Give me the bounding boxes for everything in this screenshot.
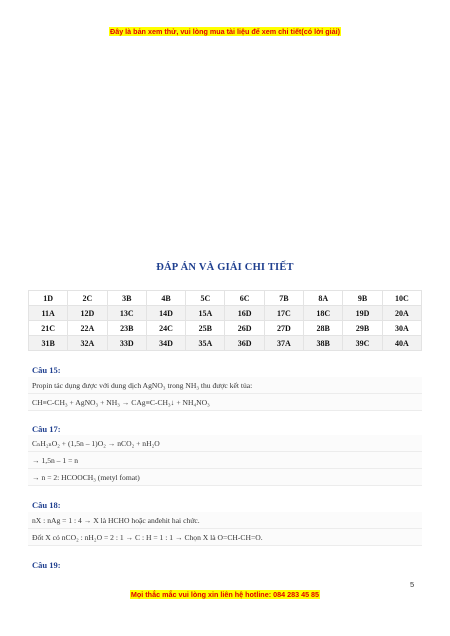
solution-line: Propin tác dụng được với dung dịch AgNO₃ trong NH₃ thu được kết tủa: <box>28 377 422 394</box>
table-row <box>29 306 422 321</box>
answer-cell: 9B <box>343 291 382 306</box>
table-row <box>29 336 422 351</box>
solution-line: → 1,5n – 1 = n <box>28 452 422 469</box>
answer-cell: 39C <box>343 336 382 351</box>
question-heading: Câu 17: <box>32 424 61 434</box>
answer-cell: 36D <box>225 336 264 351</box>
answer-cell: 18C <box>304 306 343 321</box>
answer-cell: 28B <box>304 321 343 336</box>
answer-cell: 37A <box>264 336 303 351</box>
solution-line: CH≡C-CH₃ + AgNO₃ + NH₃ → CAg≡C-CH₃↓ + NH₄NO₃ <box>28 394 422 411</box>
page-title: ĐÁP ÁN VÀ GIẢI CHI TIẾT <box>156 262 294 273</box>
solution-line: Đốt X có nCO₂ : nH₂O = 2 : 1 → C : H = 1 : 1 → Chọn X là O=CH-CH=O. <box>28 529 422 546</box>
answer-cell: 35A <box>186 336 225 351</box>
preview-banner <box>0 27 450 36</box>
answer-cell: 24C <box>146 321 185 336</box>
answer-cell: 23B <box>107 321 146 336</box>
answer-cell: 40A <box>382 336 421 351</box>
question-heading: Câu 18: <box>32 500 61 510</box>
answer-cell: 34D <box>146 336 185 351</box>
table-row <box>29 291 422 306</box>
solution-line: → n = 2: HCOOCH₃ (metyl fomat) <box>28 469 422 486</box>
answer-cell: 12D <box>68 306 107 321</box>
answer-cell: 19D <box>343 306 382 321</box>
answer-cell: 10C <box>382 291 421 306</box>
answer-cell: 33D <box>107 336 146 351</box>
answer-cell: 15A <box>186 306 225 321</box>
answer-cell: 26D <box>225 321 264 336</box>
answer-cell: 4B <box>146 291 185 306</box>
hotline-footer-text: Mọi thắc mắc vui lòng xin liên hệ hotline: 084 283 45 85 <box>130 590 320 599</box>
answer-cell: 17C <box>264 306 303 321</box>
hotline-footer <box>0 590 450 599</box>
preview-banner-text: Đây là bản xem thử, vui lòng mua tài liệu để xem chi tiết(có lời giải) <box>110 27 340 36</box>
question-heading: Câu 19: <box>32 560 61 570</box>
answer-cell: 16D <box>225 306 264 321</box>
answer-cell: 38B <box>304 336 343 351</box>
answer-cell: 6C <box>225 291 264 306</box>
answer-cell: 8A <box>304 291 343 306</box>
answer-cell: 21C <box>29 321 68 336</box>
question-heading: Câu 15: <box>32 365 61 375</box>
answer-cell: 30A <box>382 321 421 336</box>
answer-cell: 13C <box>107 306 146 321</box>
answer-cell: 27D <box>264 321 303 336</box>
answer-cell: 5C <box>186 291 225 306</box>
answer-cell: 11A <box>29 306 68 321</box>
answer-cell: 7B <box>264 291 303 306</box>
page-number: 5 <box>410 580 415 589</box>
answer-key-table <box>28 290 422 351</box>
answer-cell: 3B <box>107 291 146 306</box>
answer-cell: 31B <box>29 336 68 351</box>
answer-cell: 29B <box>343 321 382 336</box>
answer-cell: 2C <box>68 291 107 306</box>
solution-line: CₙH₂ₙO₂ + (1,5n – 1)O₂ → nCO₂ + nH₂O <box>28 435 422 452</box>
answer-cell: 22A <box>68 321 107 336</box>
solution-line: nX : nAg = 1 : 4 → X là HCHO hoặc anđehit hai chức. <box>28 512 422 529</box>
answer-cell: 14D <box>146 306 185 321</box>
answer-cell: 32A <box>68 336 107 351</box>
answer-cell: 25B <box>186 321 225 336</box>
answer-cell: 20A <box>382 306 421 321</box>
table-row <box>29 321 422 336</box>
answer-cell: 1D <box>29 291 68 306</box>
